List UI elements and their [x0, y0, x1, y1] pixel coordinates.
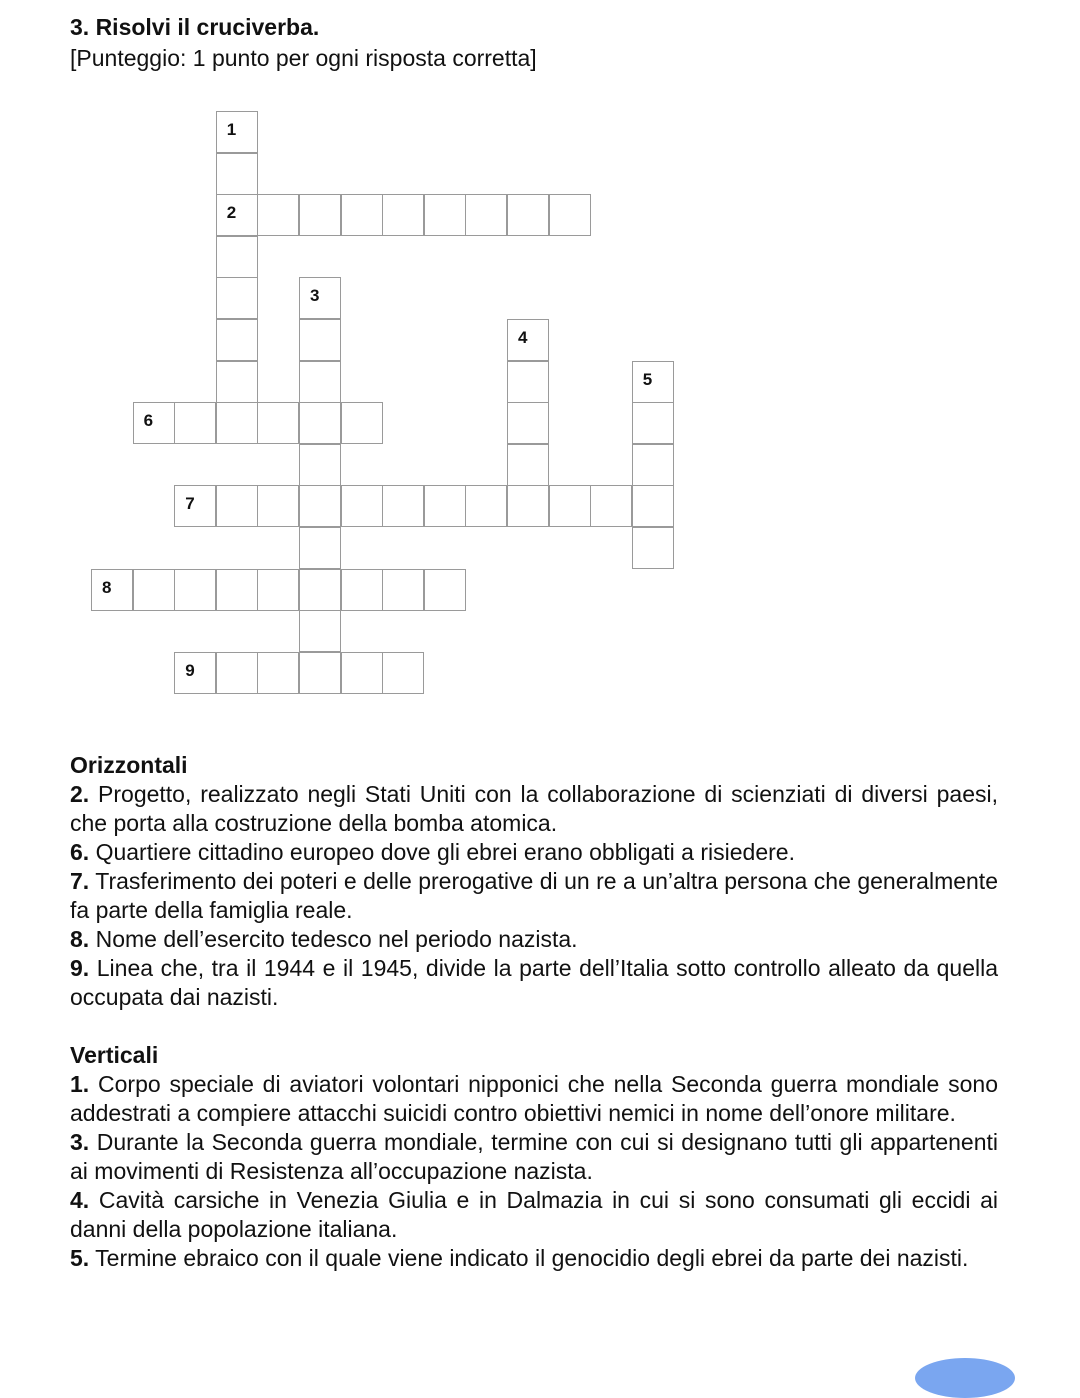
down-clues: [70, 1041, 998, 1273]
crossword-cell[interactable]: [299, 527, 341, 569]
crossword-cell[interactable]: [216, 361, 258, 403]
crossword-cell[interactable]: [257, 194, 299, 236]
crossword-cell[interactable]: [424, 569, 466, 611]
across-clues: [70, 751, 998, 1012]
crossword-cell[interactable]: [507, 361, 549, 403]
clue-down-1: 1. Corpo speciale di aviatori volontari nipponici che nella Seconda guerra mondiale sono addestrati a compiere attacchi suicidi contro obiettivi nemici in nome dell’onore militare.: [70, 1071, 999, 1126]
crossword-cell[interactable]: [299, 569, 341, 611]
crossword-cell[interactable]: [299, 444, 341, 486]
crossword-cell[interactable]: [91, 569, 133, 611]
crossword-cell[interactable]: [216, 194, 258, 236]
crossword-cell[interactable]: [341, 652, 383, 694]
exercise-title: 3. Risolvi il cruciverba.: [70, 14, 320, 40]
crossword-cell[interactable]: [216, 569, 258, 611]
crossword-cell[interactable]: [465, 194, 507, 236]
crossword-cell[interactable]: [507, 194, 549, 236]
crossword-cell[interactable]: [216, 402, 258, 444]
cell-number: 5: [642, 369, 653, 389]
clue-down-3: 3. Durante la Seconda guerra mondiale, termine con cui si designano tutti gli appartenenti ai movimenti di Resistenza all’occupazione nazista.: [70, 1129, 999, 1184]
crossword-cell[interactable]: [216, 277, 258, 319]
crossword-cell[interactable]: [549, 194, 591, 236]
clue-across-2: 2. Progetto, realizzato negli Stati Uniti con la collaborazione di scienziati di diversi paesi, che porta alla costruzione della bomba atomica.: [70, 781, 999, 836]
crossword-cell[interactable]: [216, 652, 258, 694]
score-note: [Punteggio: 1 punto per ogni risposta corretta]: [70, 45, 537, 71]
crossword-cell[interactable]: [465, 485, 507, 527]
crossword-cell[interactable]: [174, 652, 216, 694]
crossword-cell[interactable]: [174, 485, 216, 527]
clue-down-5: 5. Termine ebraico con il quale viene indicato il genocidio degli ebrei da parte dei nazisti.: [70, 1245, 969, 1271]
clue-across-9: 9. Linea che, tra il 1944 e il 1945, divide la parte dell’Italia sotto controllo alleato da quella occupata dai nazisti.: [70, 955, 998, 1010]
crossword-cell[interactable]: [382, 194, 424, 236]
crossword-cell[interactable]: [299, 652, 341, 694]
crossword-cell[interactable]: [216, 153, 258, 195]
cell-number: 7: [185, 494, 195, 514]
crossword-cell[interactable]: [632, 485, 674, 527]
clue-across-6: 6. Quartiere cittadino europeo dove gli ebrei erano obbligati a risiedere.: [70, 839, 795, 865]
cell-number: 6: [143, 411, 154, 431]
crossword-cell[interactable]: [216, 111, 258, 153]
cell-number: 8: [102, 577, 112, 597]
crossword-cell[interactable]: [216, 236, 258, 278]
crossword-cell[interactable]: [424, 194, 466, 236]
clue-across-7: 7. Trasferimento dei poteri e delle prerogative di un re a un’altra persona che generalmente fa parte della famiglia reale.: [70, 868, 998, 923]
crossword-cell[interactable]: [382, 652, 424, 694]
crossword-cell[interactable]: [299, 361, 341, 403]
crossword-cell[interactable]: [299, 610, 341, 652]
decorative-blob: [915, 1358, 1015, 1398]
down-heading: Verticali: [70, 1042, 159, 1068]
crossword-cell[interactable]: [424, 485, 466, 527]
crossword-cell[interactable]: [133, 402, 175, 444]
crossword-cell[interactable]: [632, 444, 674, 486]
crossword-cell[interactable]: [216, 319, 258, 361]
crossword-cell[interactable]: [299, 402, 341, 444]
crossword-cell[interactable]: [216, 485, 258, 527]
clue-down-4: 4. Cavità carsiche in Venezia Giulia e in Dalmazia in cui si sono consumati gli eccidi ai danni della popolazione italiana.: [70, 1187, 999, 1242]
cell-number: 4: [518, 328, 528, 347]
crossword-cell[interactable]: [341, 402, 383, 444]
crossword-cell[interactable]: [632, 527, 674, 569]
crossword-cell[interactable]: [341, 485, 383, 527]
crossword-cell[interactable]: [632, 361, 674, 403]
crossword-cell[interactable]: [341, 194, 383, 236]
crossword-cell[interactable]: [507, 444, 549, 486]
crossword-cell[interactable]: [382, 569, 424, 611]
cell-number: 9: [185, 660, 195, 680]
crossword-cell[interactable]: [174, 402, 216, 444]
crossword-cell[interactable]: [590, 485, 632, 527]
crossword-cell[interactable]: [507, 485, 549, 527]
crossword-cell[interactable]: [257, 402, 299, 444]
crossword-cell[interactable]: [632, 402, 674, 444]
clue-across-8: 8. Nome dell’esercito tedesco nel periodo nazista.: [70, 926, 578, 952]
crossword-cell[interactable]: [382, 485, 424, 527]
across-heading: Orizzontali: [70, 752, 188, 778]
crossword-cell[interactable]: [299, 277, 341, 319]
crossword-cell[interactable]: [299, 485, 341, 527]
cell-number: 1: [226, 120, 237, 139]
crossword-cell[interactable]: [507, 402, 549, 444]
crossword-cell[interactable]: [507, 319, 549, 361]
crossword-cell[interactable]: [257, 652, 299, 694]
crossword-cell[interactable]: [133, 569, 175, 611]
crossword-cell[interactable]: [549, 485, 591, 527]
crossword-cell[interactable]: [341, 569, 383, 611]
crossword-cell[interactable]: [257, 569, 299, 611]
crossword-cell[interactable]: [174, 569, 216, 611]
cell-number: 3: [310, 286, 320, 306]
crossword-cell[interactable]: [299, 319, 341, 361]
crossword-cell[interactable]: [299, 194, 341, 236]
cell-number: 2: [226, 203, 237, 223]
crossword-cell[interactable]: [257, 485, 299, 527]
